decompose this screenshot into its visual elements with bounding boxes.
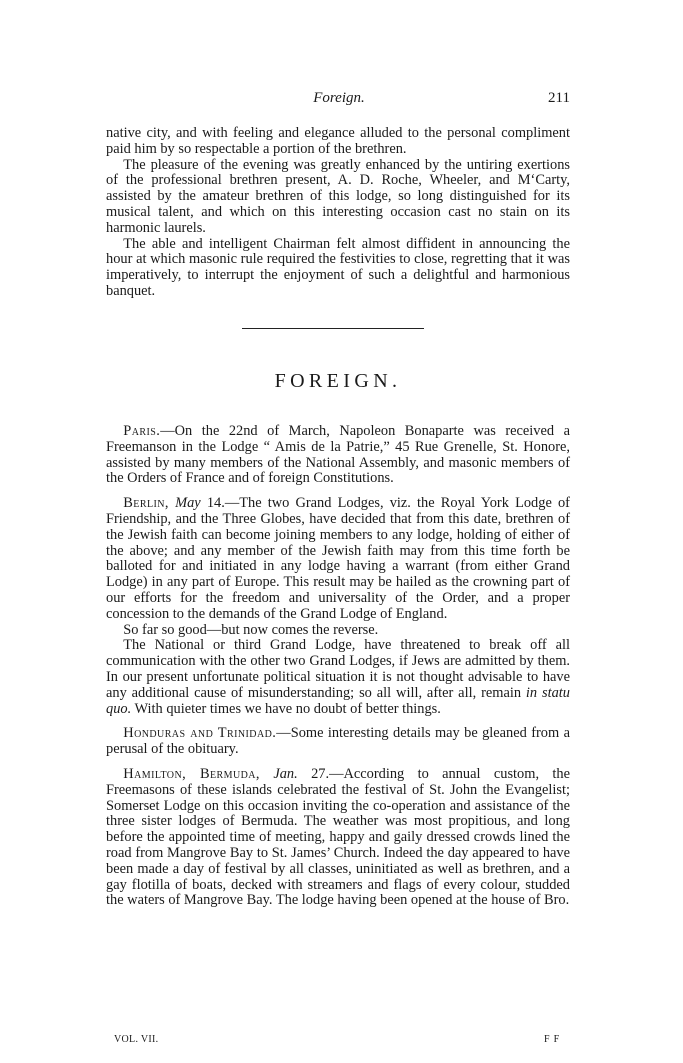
paris-place: Paris. xyxy=(123,423,161,439)
berlin-text: 14.—The two Grand Lodges, viz. the Royal York Lodge of Friendship, and the Three Globes, have decided that from this date, brethren of the Jewish faith can become joining members to any lodge, holding of either of the above; and any member of the Jewish faith may from this time forth be balloted for and initiated in any lodge having a warrant (from either Grand Lodge) in any part of Europe. This result may be hailed as the crowning part of our efforts for the freedom and universality of the Order, and a proper concession to the demands of the Grand Lodge of England. xyxy=(106,495,570,622)
paris-text: —On the 22nd of March, Napoleon Bonaparte was received a Freemanson in the Lodge “ Amis de la Patrie,” 45 Rue Grenelle, St. Honore, assisted by many members of the National Assembly, and masonic members of the Orders of France and of foreign Constitutions. xyxy=(106,423,570,487)
section-heading: FOREIGN. xyxy=(274,370,402,392)
signature-mark: F F xyxy=(543,1034,560,1045)
honduras-place: Honduras and Trinidad. xyxy=(123,725,277,742)
honduras-text: —Some interesting details may be gleaned from a perusal of the obituary. xyxy=(106,725,570,758)
berlin-paragraph xyxy=(106,496,570,622)
berlin-p3-text-a: The National or third Grand Lodge, have threatened to break off all communication with the other two Grand Lodges, if Jews are admitted by them. In our present unfortunate political situation it is not thought advisable to have any additional cause of misunderstanding; so all will, after all, remain xyxy=(106,637,570,701)
berlin-p3-text-b: With quieter times we have no doubt of better things. xyxy=(131,700,441,717)
berlin-paragraph-3 xyxy=(106,638,570,717)
hamilton-paragraph xyxy=(106,767,570,909)
section-divider xyxy=(242,328,424,329)
page-number: 211 xyxy=(548,90,570,106)
running-title: Foreign. xyxy=(313,90,365,106)
hamilton-place: Hamilton, Bermuda, xyxy=(123,765,260,782)
berlin-paragraph-2: So far so good—but now comes the reverse. xyxy=(123,621,379,638)
running-header xyxy=(108,90,570,110)
page-footer xyxy=(114,1034,560,1048)
berlin-place: Berlin, xyxy=(123,495,169,512)
intro-paragraph-2: The pleasure of the evening was greatly enhanced by the untiring exertions of the professional brethren present, A. D. Roche, Wheeler, and M‘Carty, assisted by the amateur brethren of this lodge, so long distinguished for its musical talent, and which on this interesting occasion cast no stain on its harmonic laurels. xyxy=(106,156,570,236)
foreign-news-block xyxy=(106,424,570,909)
berlin-date: May xyxy=(175,495,201,512)
hamilton-text: 27.—According to annual custom, the Freemasons of these islands celebrated the festival of St. John the Evangelist; Somerset Lodge on this occasion inviting the co-operation and assistance of the three sister lodges of Bermuda. The weather was most propitious, and long before the appointed time of meeting, happy and gaily dressed crowds lined the road from Mangrove Bay to St. James’ Church. Indeed the day appeared to have been made a day of festival by all classes, uninitiated as well as brethren, and a gay flotilla of boats, decked with streamers and flags of every colour, studded the waters of Mangrove Bay. The lodge having been opened at the house of Bro. xyxy=(106,765,570,909)
intro-text-block xyxy=(106,126,570,300)
berlin-p3-italic: in statu quo. xyxy=(106,684,570,717)
hamilton-date: Jan. xyxy=(273,765,298,782)
intro-paragraph-3: The able and intelligent Chairman felt almost diffident in announcing the hour at which masonic rule required the festivities to close, regretting that it was imperatively, to interrupt the enjoyment of such a delightful and harmonious banquet. xyxy=(106,235,570,299)
paris-paragraph xyxy=(106,424,570,487)
intro-paragraph-1: native city, and with feeling and elegance alluded to the personal compliment paid him by so respectable a portion of the brethren. xyxy=(106,125,570,157)
volume-mark: VOL. VII. xyxy=(114,1034,159,1045)
honduras-paragraph xyxy=(106,726,570,758)
